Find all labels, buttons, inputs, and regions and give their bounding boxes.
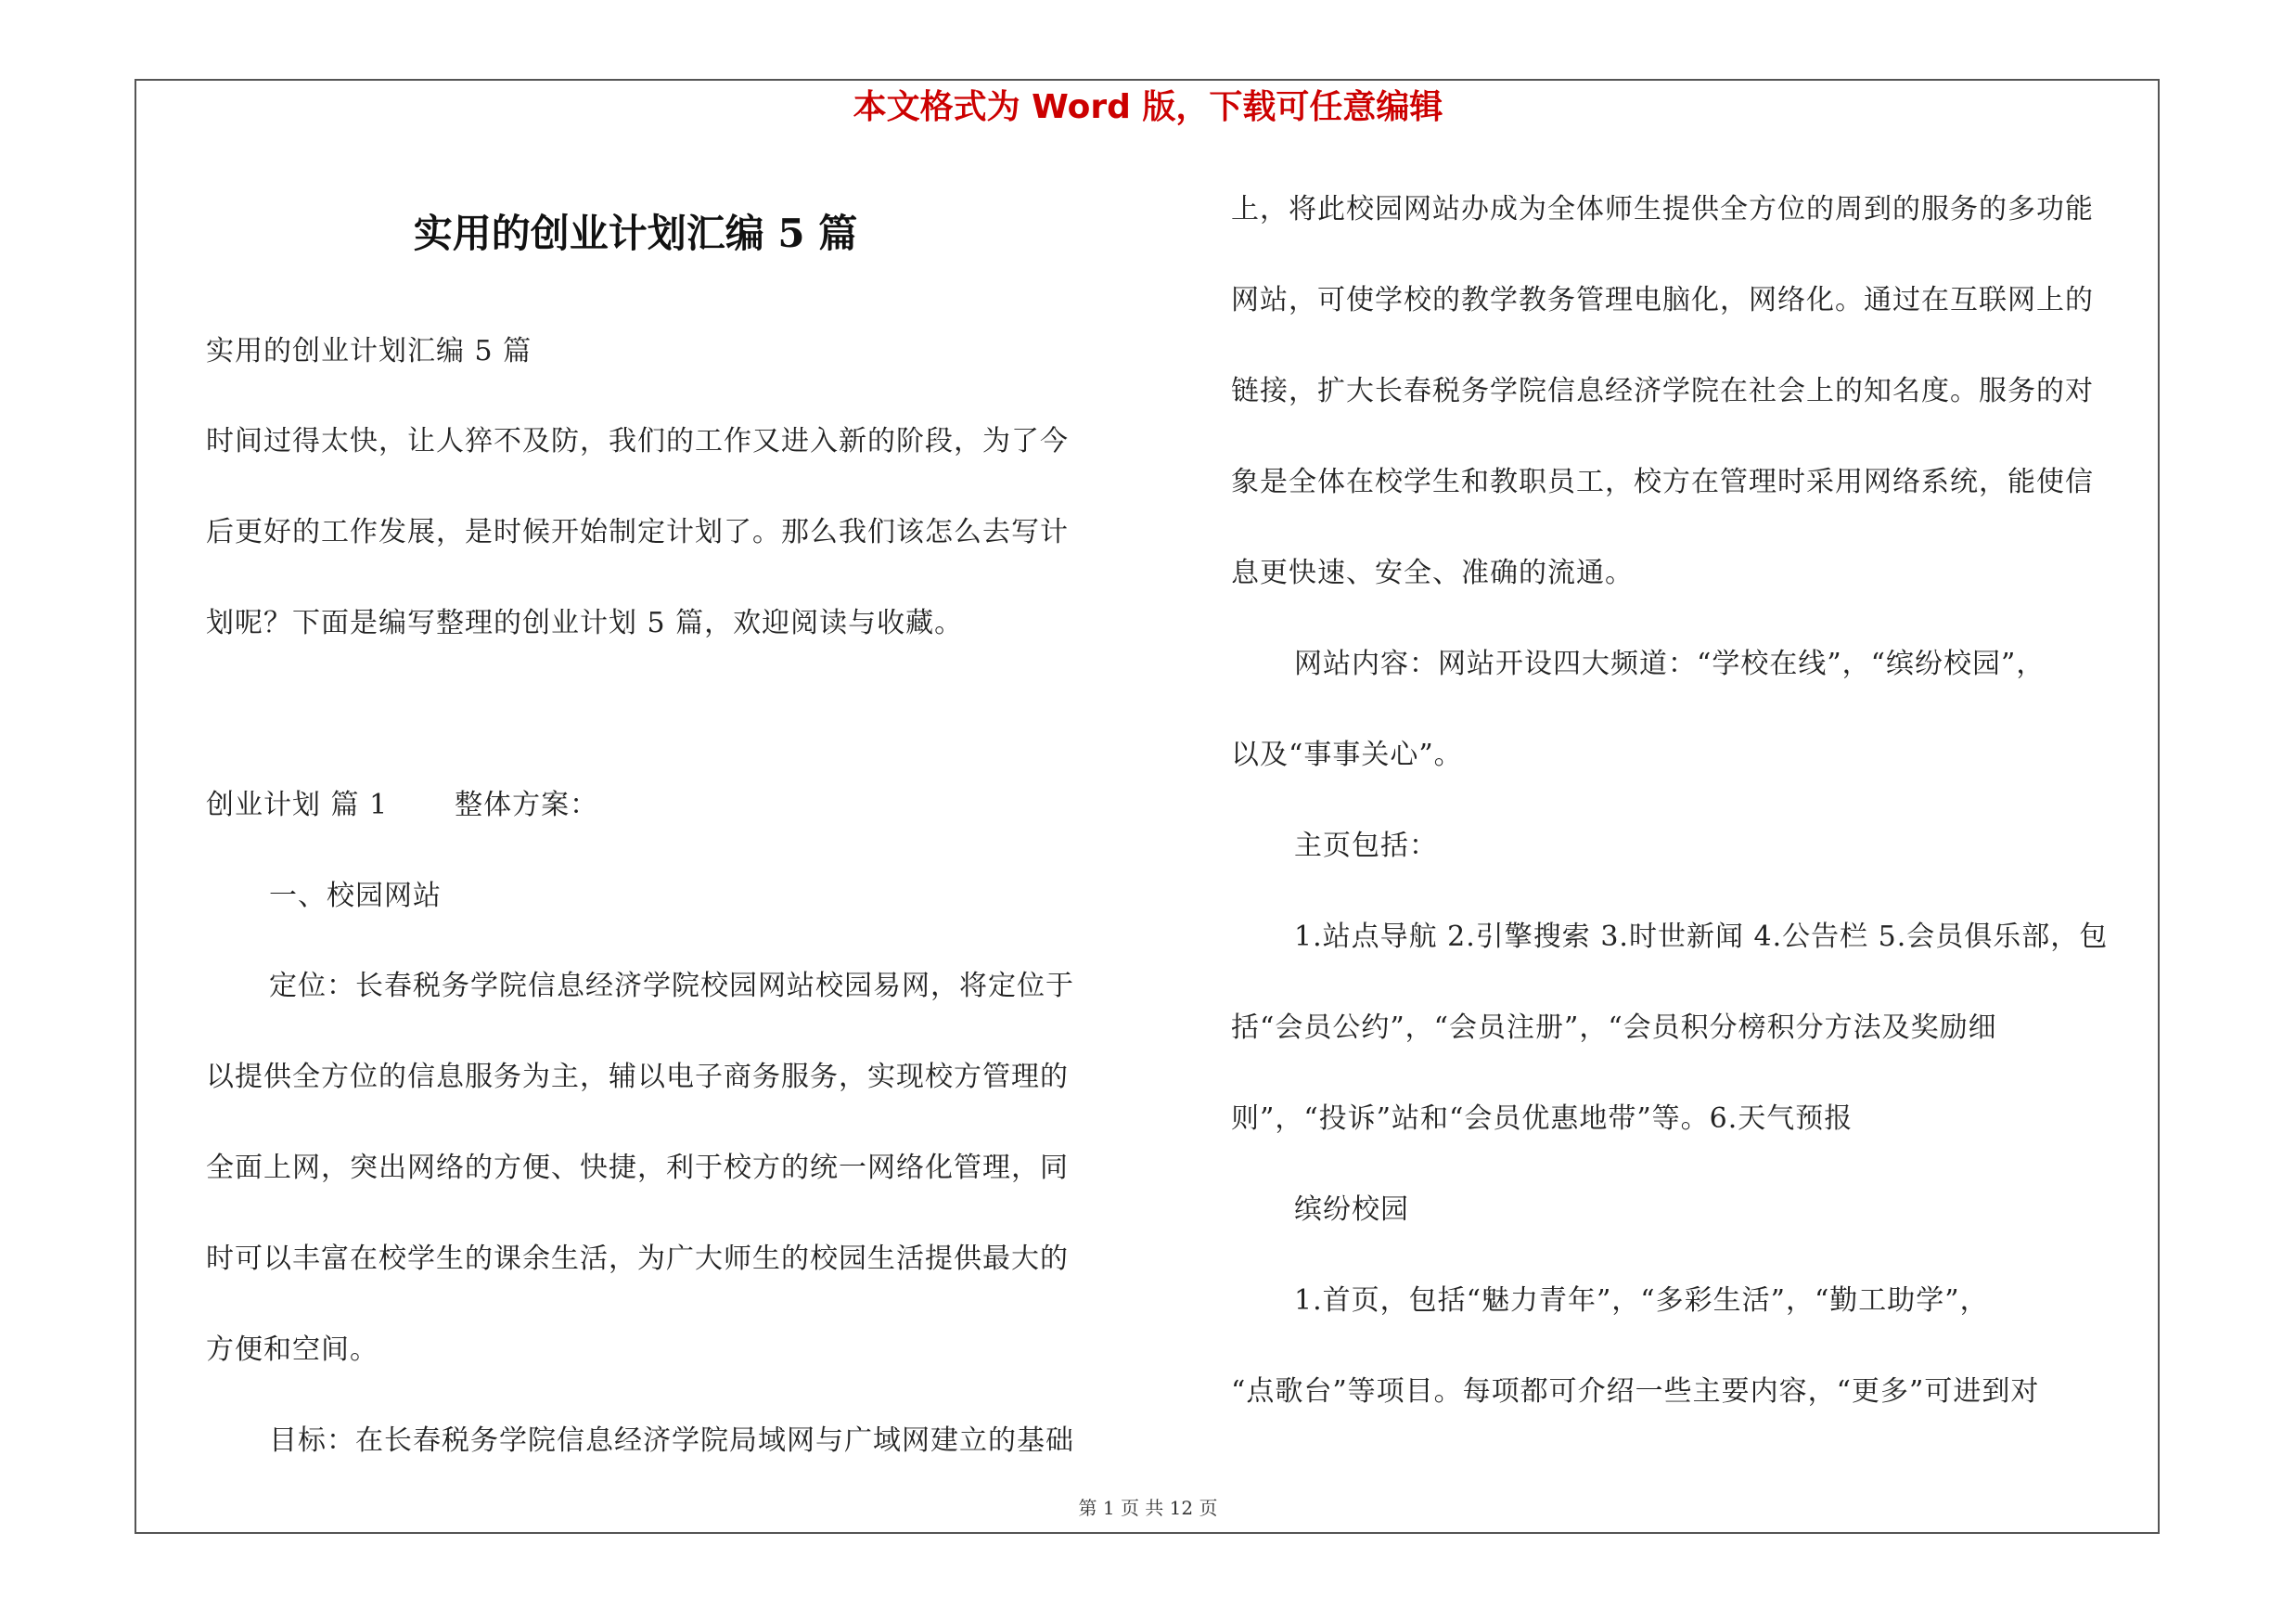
content-line: 网站内容：网站开设四大频道：“学校在线”，“缤纷校园”， [1294,648,2046,680]
heading-campus-website: 一、校园网站 [269,880,442,912]
homepage-item-line: 1.站点导航 2.引擎搜索 3.时世新闻 4.公告栏 5.会员俱乐部，包 [1294,921,2109,953]
section-heading-line [206,785,598,826]
homepage-item-line: 则”，“投诉”站和“会员优惠地带”等。6.天气预报 [1231,1102,1853,1135]
format-banner: 本文格式为 Word 版，下载可任意编辑 [853,88,1443,126]
section-title: 整体方案： [455,789,599,821]
goal-line: 链接，扩大长春税务学院信息经济学院在社会上的知名度。服务的对 [1231,375,2094,407]
section-label: 创业计划 篇 1 [206,789,389,821]
positioning-line: 方便和空间。 [206,1333,378,1366]
positioning-line: 全面上网，突出网络的方便、快捷，利于校方的统一网络化管理，同 [206,1152,1069,1184]
campus-item-line: “点歌台”等项目。每项都可介绍一些主要内容，“更多”可进到对 [1231,1375,2040,1408]
goal-line: 象是全体在校学生和教职员工，校方在管理时采用网络系统，能使信 [1231,466,2094,498]
goal-line: 目标：在长春税务学院信息经济学院局域网与广域网建立的基础 [269,1424,1074,1457]
content-line: 以及“事事关心”。 [1231,739,1463,771]
intro-line: 划呢？下面是编写整理的创业计划 5 篇，欢迎阅读与收藏。 [206,607,964,639]
homepage-heading: 主页包括： [1294,830,1438,862]
intro-line: 时间过得太快，让人猝不及防，我们的工作又进入新的阶段，为了今 [206,425,1069,457]
page-number-footer: 第 1 页 共 12 页 [1078,1497,1218,1519]
goal-line: 息更快速、安全、准确的流通。 [1231,557,1634,589]
positioning-line: 定位：长春税务学院信息经济学院校园网站校园易网，将定位于 [269,970,1074,1002]
positioning-line: 以提供全方位的信息服务为主，辅以电子商务服务，实现校方管理的 [206,1061,1069,1093]
positioning-line: 时可以丰富在校学生的课余生活，为广大师生的校园生活提供最大的 [206,1243,1069,1275]
campus-heading: 缤纷校园 [1294,1193,1409,1226]
document-title: 实用的创业计划汇编 5 篇 [413,211,858,256]
subtitle-line: 实用的创业计划汇编 5 篇 [206,335,532,367]
intro-line: 后更好的工作发展，是时候开始制定计划了。那么我们该怎么去写计 [206,516,1069,548]
homepage-item-line: 括“会员公约”，“会员注册”，“会员积分榜积分方法及奖励细 [1231,1011,1997,1044]
goal-line: 网站，可使学校的教学教务管理电脑化，网络化。通过在互联网上的 [1231,284,2094,316]
goal-line: 上，将此校园网站办成为全体师生提供全方位的周到的服务的多功能 [1231,193,2094,225]
campus-item-line: 1.首页，包括“魅力青年”，“多彩生活”，“勤工助学”， [1294,1284,1989,1317]
